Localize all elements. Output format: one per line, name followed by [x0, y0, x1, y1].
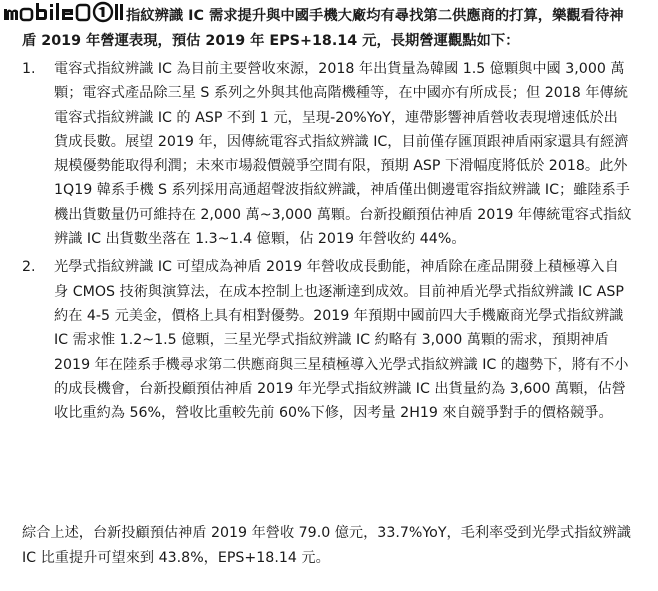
summary-paragraph: 綜合上述，台新投顧預估神盾 2019 年營收 79.0 億元，33.7%YoY，毛利率受到光學式指紋辨識 IC 比重提升可望來到 43.8%，EPS+18.14 元。	[22, 525, 631, 566]
list-item-number: 1.	[22, 61, 36, 77]
list-item-text: 光學式指紋辨識 IC 可望成為神盾 2019 年營收成長動能，神盾除在產品開發上積極導入自身 CMOS 技術與演算法，在成本控制上也逐漸達到成效。目前神盾光學式指紋辨識 IC ASP 約在 4-5 元美金，價格上具有相對優勢。2019 年預期中國前四大手機廠商光學式指紋辨識 IC 需求惟 1.2~1.5 億顆，三星光學式指紋辨識 IC 約略有 3,000 萬顆的需求，預期神盾 2019 年在陸系手機尋求第二供應商與三星積極導入光學式指紋辨識 IC 的趨勢下，將有不小的成長機會，台新投顧預估神盾 2019 年光學式指紋辨識 IC 出貨量約為 3,600 萬顆，佔營收比重約為 56%，營收比重較先前 60%下修，因考量 2H19 來自競爭對手的價格競爭。	[54, 259, 629, 422]
viewpoint-list	[0, 57, 658, 425]
list-item	[22, 255, 632, 425]
list-item	[22, 57, 632, 251]
list-item-number: 2.	[22, 259, 36, 276]
list-item-text: 電容式指紋辨識 IC 為目前主要營收來源，2018 年出貨量為韓國 1.5 億顆與中國 3,000 萬顆；電容式產品除三星 S 系列之外與其他高階機種等，在中國亦有所成長；但 2018 年傳統電容式指紋辨識 IC 的 ASP 不到 1 元，呈現-20%YoY，連帶影響神盾營收表現增速低於出貨成長數。展望 2019 年，因傳統電容式指紋辨識 IC，目前僅存匯頂跟神盾兩家還具有經濟規模優勢能取得利潤；未來市場殺價競爭空間有限，預期 ASP 下滑幅度將低於 2018。此外 1Q19 韓系手機 S 系列採用高通超聲波指紋辨識，神盾僅出側邊電容指紋辨識 IC；雖陸系手機出貨數量仍可維持在 2,000 萬~3,000 萬顆。台新投顧預估神盾 2019 年傳統電容式指紋辨識 IC 出貨數坐落在 1.3~1.4 億顆，佔 2019 年營收約 44%。	[54, 61, 632, 248]
intro-paragraph: 指紋辨識 IC 需求提升與中國手機大廠均有尋找第二供應商的打算，樂觀看待神盾 2019 年營運表現，預估 2019 年 EPS+18.14 元，長期營運觀點如下：	[22, 8, 624, 49]
